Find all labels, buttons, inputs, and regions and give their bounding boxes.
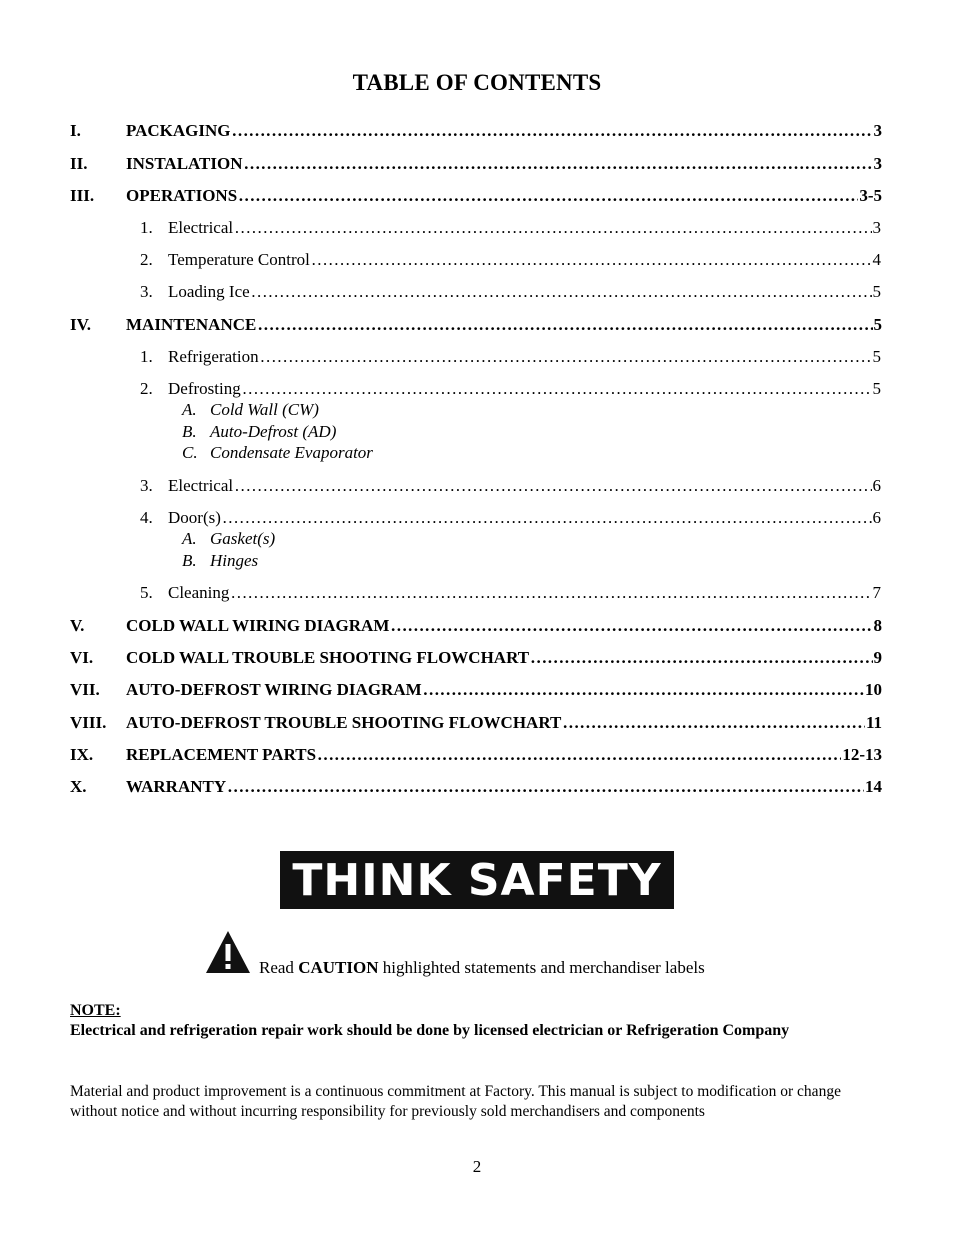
toc-label: PACKAGING [126,121,231,140]
disclaimer-paragraph: Material and product improvement is a continuous commitment at Factory. This manual is subject to modification or change without notice and without incurring responsibility for previously sold merchandisers and components [70,1083,841,1120]
toc-subentry-cleaning [140,583,881,603]
toc-leader [234,218,871,238]
toc-page: 4 [872,250,881,269]
warning-triangle-icon [205,929,251,975]
toc-subentry-loading-ice [140,282,881,302]
toc-letter: A. [182,529,197,548]
toc-entry-cold-wall-wiring [70,616,882,636]
toc-label: Defrosting [168,379,241,398]
toc-leader [251,282,872,302]
toc-number: 5. [140,583,153,602]
toc-label: Refrigeration [168,347,259,366]
toc-label: COLD WALL TROUBLE SHOOTING FLOWCHART [126,648,530,667]
toc-label: Cold Wall (CW) [210,400,319,419]
toc-label: WARRANTY [126,777,227,796]
toc-subentry-electrical-maintenance [140,476,881,496]
toc-label: AUTO-DEFROST WIRING DIAGRAM [126,680,422,699]
toc-number: 3. [140,476,153,495]
toc-page: 11 [865,713,882,732]
toc-leader [234,476,871,496]
note-heading: NOTE: [70,1002,121,1019]
toc-letter: C. [182,443,198,462]
toc-entry-installation [70,154,882,174]
toc-page: 5 [872,347,881,366]
toc-label: Loading Ice [168,282,250,301]
caution-prefix: Read [259,958,294,977]
toc-subentry-defrosting [140,379,881,399]
toc-label: Electrical [168,476,234,495]
toc-page: 3 [873,121,882,140]
toc-number: 1. [140,347,153,366]
toc-number: III. [70,186,95,205]
toc-number: 2. [140,250,153,269]
toc-label: REPLACEMENT PARTS [126,745,317,764]
toc-label: Gasket(s) [210,529,276,548]
toc-page: 5 [872,379,881,398]
toc-number: VI. [70,648,94,667]
toc-number: IX. [70,745,94,764]
toc-number: 3. [140,282,153,301]
toc-letter: B. [182,551,197,570]
toc-entry-auto-defrost-wiring [70,680,882,700]
toc-entry-packaging [70,121,882,141]
toc-entry-auto-defrost-trouble [70,713,882,733]
toc-subsub-gaskets [182,529,275,549]
toc-subsub-hinges [182,551,258,571]
toc-number: IV. [70,315,91,334]
toc-page: 7 [872,583,881,602]
caution-emphasis: CAUTION [298,958,379,977]
caution-statement [259,958,705,978]
toc-page: 6 [872,476,881,495]
toc-label: Temperature Control [168,250,310,269]
toc-leader [232,121,873,141]
toc-page: 10 [865,680,882,699]
toc-leader [257,315,872,335]
toc-label: AUTO-DEFROST TROUBLE SHOOTING FLOWCHART [126,713,562,732]
toc-number: VIII. [70,713,107,732]
toc-label: INSTALATION [126,154,243,173]
note-text: Electrical and refrigeration repair work should be done by licensed electrician or Refrigeration Company [70,1022,790,1039]
toc-label: Cleaning [168,583,230,602]
toc-leader [317,745,841,765]
page-number: 2 [472,1157,482,1176]
toc-leader [260,347,872,367]
caution-suffix: highlighted statements and merchandiser labels [382,958,705,977]
toc-leader [230,583,871,603]
toc-leader [242,379,872,399]
toc-number: I. [70,121,81,140]
toc-label: MAINTENANCE [126,315,257,334]
toc-entry-warranty [70,777,882,797]
toc-subsub-condensate-evaporator [182,443,373,463]
toc-leader [562,713,865,733]
toc-label: Electrical [168,218,234,237]
toc-subsub-cold-wall [182,400,319,420]
toc-page: 9 [873,648,882,667]
toc-number: V. [70,616,85,635]
toc-entry-operations [70,186,882,206]
toc-label: COLD WALL WIRING DIAGRAM [126,616,390,635]
toc-letter: A. [182,400,197,419]
toc-entry-replacement-parts [70,745,882,765]
toc-subsub-auto-defrost [182,422,336,442]
toc-label: Auto-Defrost (AD) [210,422,337,441]
toc-subentry-electrical [140,218,881,238]
toc-label: Hinges [210,551,259,570]
toc-leader [244,154,873,174]
toc-leader [238,186,858,206]
toc-page: 5 [873,315,882,334]
toc-subentry-temperature-control [140,250,881,270]
toc-subentry-refrigeration [140,347,881,367]
toc-number: II. [70,154,88,173]
toc-page: 3 [872,218,881,237]
toc-number: 2. [140,379,153,398]
toc-label: Condensate Evaporator [210,443,373,462]
toc-number: X. [70,777,87,796]
toc-leader [390,616,872,636]
toc-leader [423,680,864,700]
toc-page: 3-5 [859,186,882,205]
toc-number: 4. [140,508,153,527]
toc-entry-maintenance [70,315,882,335]
toc-leader [311,250,872,270]
toc-leader [227,777,864,797]
toc-page: 12-13 [842,745,882,764]
toc-subentry-doors [140,508,881,528]
toc-page: 8 [873,616,882,635]
toc-leader [530,648,872,668]
page-title: TABLE OF CONTENTS [352,70,602,95]
toc-number: 1. [140,218,153,237]
toc-page: 6 [872,508,881,527]
toc-letter: B. [182,422,197,441]
toc-leader [222,508,872,528]
toc-page: 14 [865,777,882,796]
toc-label: Door(s) [168,508,221,527]
toc-number: VII. [70,680,100,699]
toc-page: 5 [872,282,881,301]
toc-page: 3 [873,154,882,173]
toc-label: OPERATIONS [126,186,238,205]
think-safety-banner: THINK SAFETY [280,851,674,909]
toc-entry-cold-wall-trouble [70,648,882,668]
